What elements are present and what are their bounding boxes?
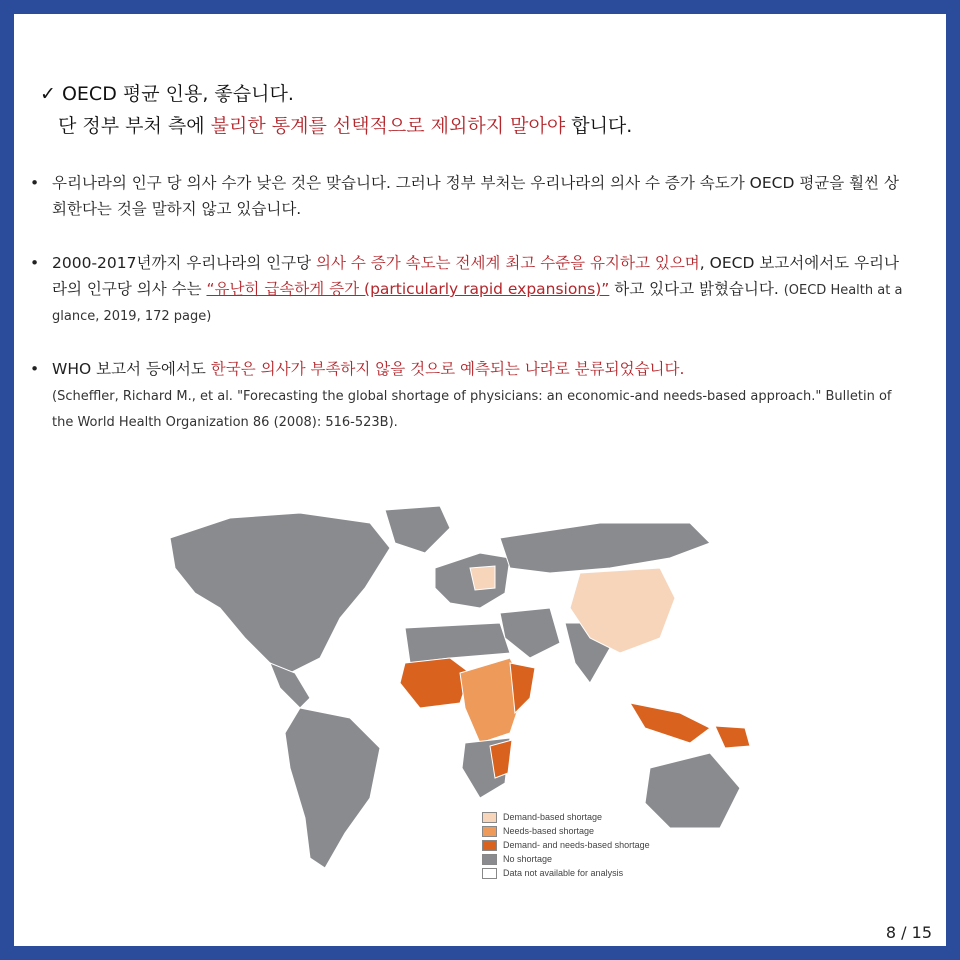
headline-line2-highlight: 불리한 통계를 선택적으로 제외하지 말아야 [210,115,566,137]
bullet-suffix: 하고 있다고 밝혔습니다. [609,280,784,298]
legend-item [482,824,650,838]
map-west-africa [400,658,470,708]
legend-label: Demand- and needs-based shortage [503,840,650,850]
map-russia [500,523,710,573]
legend-swatch [482,854,497,865]
bullet-citation: (Scheffler, Richard M., et al. "Forecasting the global shortage of physicians: an economic-and needs-based approach." Bulletin of the World Health Organization 86 (2008): 516-523B). [52,389,892,430]
bullet-highlight: 한국은 의사가 부족하지 않을 것으로 예측되는 나라로 분류되었습니다. [210,360,685,378]
bullet-dot: • [30,174,40,192]
bullet-prefix: 2000-2017년까지 우리나라의 인구당 [52,254,316,272]
headline [40,78,632,142]
legend-label: Demand-based shortage [503,812,603,822]
bullet-quote: “유난히 급속하게 증가 (particularly rapid expansions)” [206,280,610,298]
bullet-text: 우리나라의 인구 당 의사 수가 낮은 것은 맞습니다. 그러나 정부 부처는 우리나라의 의사 수 증가 속도가 OECD 평균을 훨씬 상회한다는 것을 말하지 않고 있습니다. [52,174,900,218]
legend-swatch [482,840,497,851]
world-map [150,498,770,918]
legend-label: Data not available for analysis [503,868,624,878]
map-east-africa [510,663,535,713]
bullet-dot: • [30,254,40,272]
bullet-item-2 [30,250,910,328]
map-greenland [385,506,450,553]
legend-item [482,866,650,880]
legend-item [482,838,650,852]
headline-line2-prefix: 단 정부 부처 측에 [58,115,211,137]
legend-swatch [482,826,497,837]
legend-label: Needs-based shortage [503,826,595,836]
check-icon: ✓ [40,83,56,105]
legend-swatch [482,868,497,879]
map-eastern-europe [470,566,495,590]
bullet-mid: , OECD 보고서에서도 우리나라의 인구당 의사 수는 [52,254,899,298]
legend-item [482,852,650,866]
bullet-item-3 [30,356,910,434]
headline-line2-suffix: 합니다. [565,115,633,137]
map-papua [715,726,750,748]
bullet-dot: • [30,360,40,378]
map-legend [482,810,650,880]
legend-label: No shortage [503,854,553,864]
map-australia [645,753,740,828]
map-south-america [285,708,380,868]
headline-line1: OECD 평균 인용, 좋습니다. [61,83,294,105]
bullet-citation: (OECD Health at a glance, 2019, 172 page) [52,283,903,324]
legend-swatch [482,812,497,823]
map-north-africa [405,623,510,663]
bullet-highlight: 의사 수 증가 속도는 전세계 최고 수준을 유지하고 있으며 [315,254,700,272]
headline-line2 [40,110,632,142]
map-north-america [170,513,390,673]
map-indonesia [630,703,710,743]
bullet-item-1 [30,170,910,222]
page-number: 8 / 15 [885,923,932,942]
bullet-list [30,170,910,462]
legend-item [482,810,650,824]
bullet-prefix: WHO 보고서 등에서도 [52,360,211,378]
